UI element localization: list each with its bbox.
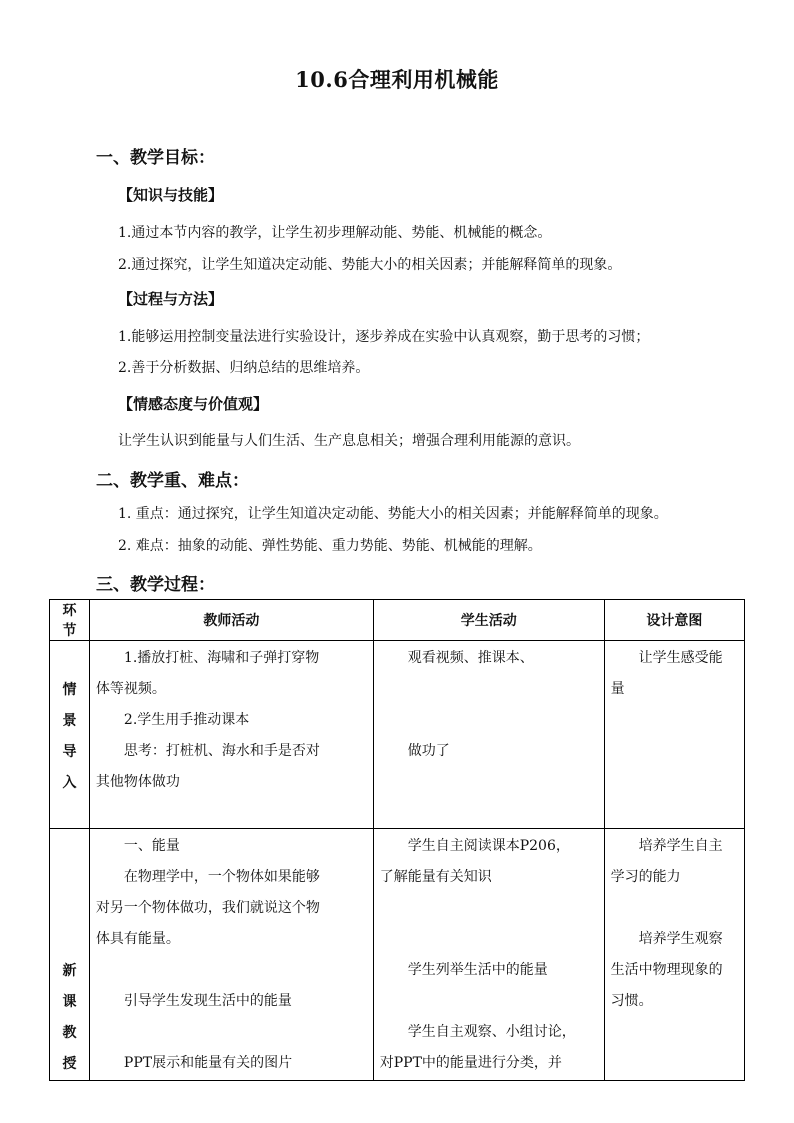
emotion-text: 让学生认识到能量与人们生活、生产息息相关；增强合理利用能源的意识。: [118, 433, 580, 449]
stage-label: 教授: [62, 1025, 77, 1072]
knowledge-item-2: 2.通过探究，让学生知道决定动能、势能大小的相关因素；并能解释简单的现象。: [118, 257, 622, 273]
intent-cell: [604, 829, 744, 1081]
key-point-2: 2. 难点：抽象的动能、弹性势能、重力势能、势能、机械能的理解。: [118, 538, 542, 554]
stage-label: 导入: [62, 744, 77, 791]
intent-line: 学习的能力: [610, 869, 681, 885]
teacher-line: [96, 1017, 367, 1048]
intent-line: [611, 1017, 738, 1048]
intent-line: 习惯。: [610, 993, 653, 1009]
intent-line: 生活中物理现象的: [610, 962, 723, 978]
intent-line: 量: [610, 681, 625, 697]
student-line: [380, 674, 598, 705]
student-line: 做功了: [407, 743, 450, 759]
process-item-2: 2.善于分析数据、归纳总结的思维培养。: [118, 360, 370, 376]
intent-line: 让学生感受能: [638, 650, 723, 666]
teacher-line: 2.学生用手推动课本: [123, 712, 250, 728]
knowledge-item-1: 1.通过本节内容的教学，让学生初步理解动能、势能、机械能的概念。: [118, 225, 552, 241]
process-method-heading: 【过程与方法】: [118, 290, 224, 308]
teacher-line: 对另一个物体做功，我们就说这个物: [95, 900, 320, 916]
header-intent: 设计意图: [604, 600, 744, 641]
student-line: 学生列举生活中的能量: [407, 962, 548, 978]
student-cell: [373, 829, 604, 1081]
student-line: [380, 986, 598, 1017]
teaching-process-heading: 三、教学过程：: [96, 575, 215, 595]
teacher-line: PPT展示和能量有关的图片: [123, 1055, 293, 1071]
table-row: [50, 641, 745, 829]
student-line: 对PPT中的能量进行分类，并: [379, 1055, 562, 1071]
student-line: [380, 924, 598, 955]
teacher-cell: [89, 829, 373, 1081]
student-line: 观看视频、推课本、: [407, 650, 534, 666]
document-title: 10.6合理利用机械能: [295, 67, 499, 92]
intent-line: 培养学生观察: [638, 931, 723, 947]
student-cell: [373, 641, 604, 829]
teacher-line: 1.播放打桩、海啸和子弹打穿物: [123, 650, 320, 666]
stage-label: 新课: [62, 963, 77, 1010]
stage-cell: [50, 641, 90, 829]
knowledge-heading: 【知识与技能】: [118, 186, 224, 204]
student-line: [380, 767, 598, 798]
teacher-cell: [89, 641, 373, 829]
teacher-line: [96, 955, 367, 986]
teacher-line: 思考：打桩机、海水和手是否对: [123, 743, 320, 759]
header-student: 学生活动: [373, 600, 604, 641]
stage-cell: [50, 829, 90, 1081]
goals-heading: 一、教学目标：: [96, 148, 215, 168]
teacher-line: 引导学生发现生活中的能量: [123, 993, 292, 1009]
teacher-line: 一、能量: [123, 838, 180, 854]
key-point-1: 1. 重点：通过探究，让学生知道决定动能、势能大小的相关因素；并能解释简单的现象。: [118, 506, 668, 522]
header-stage: 环节: [50, 600, 90, 641]
student-line: 了解能量有关知识: [379, 869, 492, 885]
table-row: [50, 829, 745, 1081]
stage-label: 情 景: [62, 682, 77, 729]
process-item-1: 1.能够运用控制变量法进行实验设计，逐步养成在实验中认真观察，勤于思考的习惯；: [118, 329, 650, 345]
student-line: [380, 893, 598, 924]
intent-line: 培养学生自主: [638, 838, 723, 854]
teacher-line: 体具有能量。: [95, 931, 180, 947]
key-points-heading: 二、教学重、难点：: [96, 471, 249, 491]
emotion-heading: 【情感态度与价值观】: [118, 395, 269, 413]
student-line: 学生自主观察、小组讨论，: [407, 1024, 576, 1040]
teacher-line: 在物理学中，一个物体如果能够: [123, 869, 320, 885]
intent-cell: [604, 641, 744, 829]
teacher-line: 其他物体做功: [95, 774, 180, 790]
teacher-line: 体等视频。: [95, 681, 166, 697]
student-line: [380, 705, 598, 736]
student-line: 学生自主阅读课本P206，: [407, 838, 570, 854]
intent-line: [611, 1048, 738, 1079]
table-header-row: [50, 600, 745, 641]
teaching-process-table: [49, 599, 745, 1081]
header-teacher: 教师活动: [89, 600, 373, 641]
intent-line: [611, 893, 738, 924]
